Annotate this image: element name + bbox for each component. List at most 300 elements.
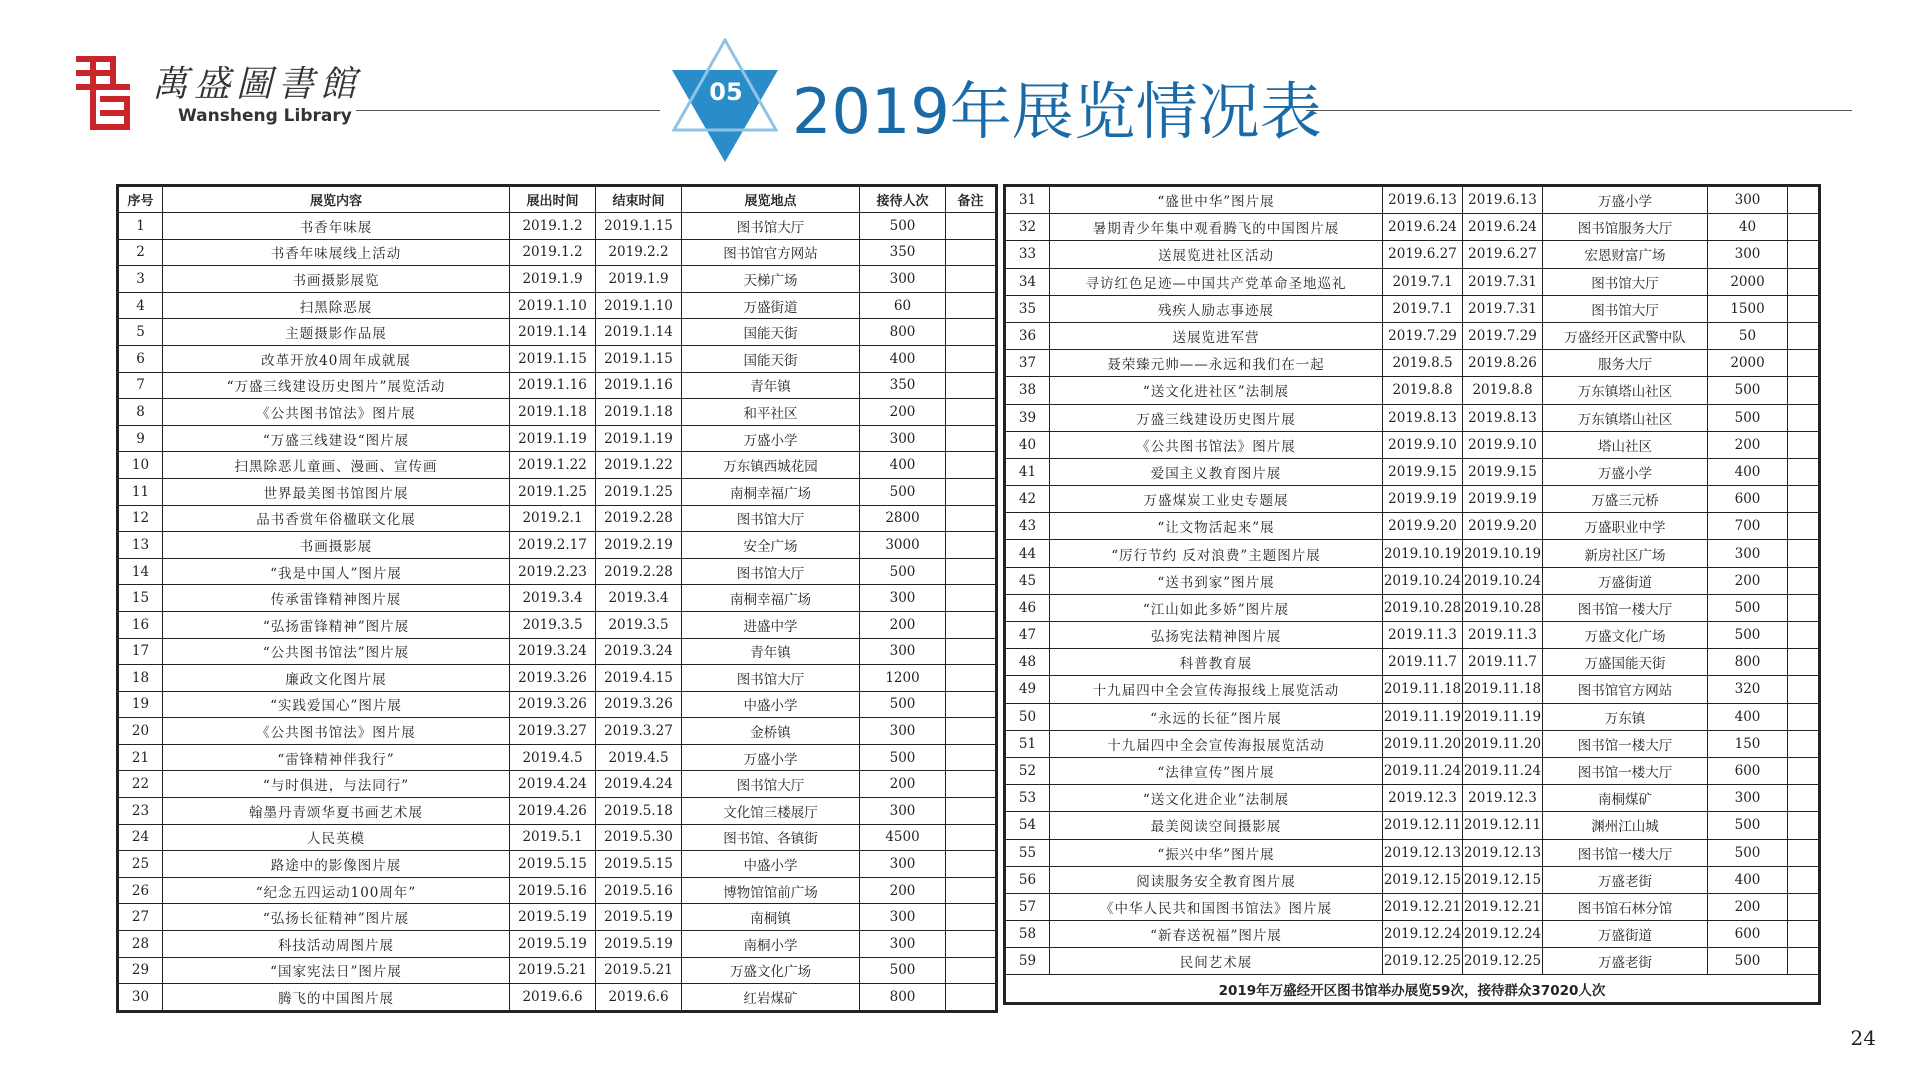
row-start-date: 2019.12.11 xyxy=(1383,812,1463,839)
row-visitors: 350 xyxy=(860,372,946,399)
summary-row xyxy=(1005,975,1820,1003)
row-end-date: 2019.5.19 xyxy=(596,931,682,958)
row-start-date: 2019.11.19 xyxy=(1383,703,1463,730)
row-visitors: 200 xyxy=(1708,431,1788,458)
row-location: 中盛小学 xyxy=(682,851,860,878)
row-end-date: 2019.3.24 xyxy=(596,638,682,665)
row-remarks xyxy=(1788,622,1820,649)
row-remarks xyxy=(946,931,997,958)
row-end-date: 2019.1.9 xyxy=(596,266,682,293)
row-index: 2 xyxy=(118,239,163,266)
row-remarks xyxy=(946,718,997,745)
row-end-date: 2019.6.27 xyxy=(1463,241,1543,268)
row-content: 改革开放40周年成就展 xyxy=(163,345,510,372)
row-remarks xyxy=(946,558,997,585)
table-row xyxy=(118,798,997,825)
row-index: 52 xyxy=(1005,757,1050,784)
exhibition-table-left xyxy=(116,184,998,1013)
row-location: 青年镇 xyxy=(682,372,860,399)
row-remarks xyxy=(1788,404,1820,431)
row-index: 1 xyxy=(118,213,163,240)
row-start-date: 2019.1.22 xyxy=(510,452,596,479)
row-location: 南桐小学 xyxy=(682,931,860,958)
row-visitors: 200 xyxy=(860,611,946,638)
row-location: 图书馆大厅 xyxy=(682,665,860,692)
row-location: 图书馆石林分馆 xyxy=(1543,893,1708,920)
row-location: 图书馆大厅 xyxy=(1543,268,1708,295)
row-content: “万盛三线建设历史图片”展览活动 xyxy=(163,372,510,399)
row-end-date: 2019.5.15 xyxy=(596,851,682,878)
header-location: 展览地点 xyxy=(682,186,860,213)
row-index: 47 xyxy=(1005,622,1050,649)
row-remarks xyxy=(1788,812,1820,839)
row-start-date: 2019.7.29 xyxy=(1383,322,1463,349)
row-start-date: 2019.3.26 xyxy=(510,665,596,692)
row-end-date: 2019.1.22 xyxy=(596,452,682,479)
row-remarks xyxy=(1788,186,1820,214)
row-end-date: 2019.9.19 xyxy=(1463,486,1543,513)
row-index: 57 xyxy=(1005,893,1050,920)
row-location: 图书馆一楼大厅 xyxy=(1543,594,1708,621)
row-index: 48 xyxy=(1005,649,1050,676)
row-remarks xyxy=(946,904,997,931)
row-end-date: 2019.5.19 xyxy=(596,904,682,931)
row-start-date: 2019.12.21 xyxy=(1383,893,1463,920)
row-end-date: 2019.2.19 xyxy=(596,532,682,559)
row-content: 民间艺术展 xyxy=(1050,948,1383,975)
row-start-date: 2019.2.17 xyxy=(510,532,596,559)
row-content: 寻访红色足迹—中国共产党革命圣地巡礼 xyxy=(1050,268,1383,295)
row-location: 万东镇西城花园 xyxy=(682,452,860,479)
row-remarks xyxy=(946,505,997,532)
table-row xyxy=(1005,241,1820,268)
table-row xyxy=(1005,214,1820,241)
row-remarks xyxy=(1788,649,1820,676)
row-visitors: 2800 xyxy=(860,505,946,532)
row-index: 6 xyxy=(118,345,163,372)
row-location: 国能天街 xyxy=(682,345,860,372)
row-end-date: 2019.3.27 xyxy=(596,718,682,745)
row-content: 送展览进社区活动 xyxy=(1050,241,1383,268)
row-visitors: 600 xyxy=(1708,757,1788,784)
row-remarks xyxy=(946,691,997,718)
row-location: 万东镇 xyxy=(1543,703,1708,730)
row-index: 5 xyxy=(118,319,163,346)
row-remarks xyxy=(946,292,997,319)
row-location: 万盛文化广场 xyxy=(682,957,860,984)
page-title: 2019年展览情况表 xyxy=(792,75,1322,148)
row-remarks xyxy=(946,425,997,452)
row-location: 图书馆官方网站 xyxy=(1543,676,1708,703)
row-index: 39 xyxy=(1005,404,1050,431)
row-visitors: 1500 xyxy=(1708,295,1788,322)
row-index: 42 xyxy=(1005,486,1050,513)
row-remarks xyxy=(946,798,997,825)
table-row xyxy=(118,851,997,878)
row-start-date: 2019.12.13 xyxy=(1383,839,1463,866)
row-end-date: 2019.6.13 xyxy=(1463,186,1543,214)
table-row xyxy=(118,239,997,266)
row-location: 进盛中学 xyxy=(682,611,860,638)
row-content: “纪念五四运动100周年” xyxy=(163,877,510,904)
row-location: 图书馆一楼大厅 xyxy=(1543,730,1708,757)
row-visitors: 300 xyxy=(860,851,946,878)
row-start-date: 2019.6.27 xyxy=(1383,241,1463,268)
row-content: 书画摄影展览 xyxy=(163,266,510,293)
row-remarks xyxy=(1788,893,1820,920)
row-visitors: 300 xyxy=(860,266,946,293)
library-name-en: Wansheng Library xyxy=(178,106,352,126)
row-end-date: 2019.12.24 xyxy=(1463,921,1543,948)
row-remarks xyxy=(946,399,997,426)
row-remarks xyxy=(946,744,997,771)
row-end-date: 2019.1.15 xyxy=(596,213,682,240)
row-location: 国能天街 xyxy=(682,319,860,346)
row-visitors: 300 xyxy=(860,931,946,958)
header-visitors: 接待人次 xyxy=(860,186,946,213)
row-index: 25 xyxy=(118,851,163,878)
row-content: “送文化进企业”法制展 xyxy=(1050,785,1383,812)
row-index: 4 xyxy=(118,292,163,319)
row-visitors: 500 xyxy=(1708,622,1788,649)
table-row xyxy=(118,345,997,372)
row-content: 主题摄影作品展 xyxy=(163,319,510,346)
row-remarks xyxy=(1788,377,1820,404)
table-row xyxy=(1005,676,1820,703)
row-end-date: 2019.4.15 xyxy=(596,665,682,692)
row-location: 图书馆官方网站 xyxy=(682,239,860,266)
row-content: “让文物活起来”展 xyxy=(1050,513,1383,540)
row-visitors: 600 xyxy=(1708,486,1788,513)
row-visitors: 300 xyxy=(1708,540,1788,567)
row-remarks xyxy=(1788,921,1820,948)
row-content: “与时俱进，与法同行” xyxy=(163,771,510,798)
row-content: “弘扬雷锋精神”图片展 xyxy=(163,611,510,638)
row-end-date: 2019.5.16 xyxy=(596,877,682,904)
row-content: 《中华人民共和国图书馆法》图片展 xyxy=(1050,893,1383,920)
row-start-date: 2019.1.10 xyxy=(510,292,596,319)
row-content: 爱国主义教育图片展 xyxy=(1050,458,1383,485)
row-location: 中盛小学 xyxy=(682,691,860,718)
table-row xyxy=(1005,649,1820,676)
row-location: 图书馆服务大厅 xyxy=(1543,214,1708,241)
header-rule-left xyxy=(356,110,660,111)
row-index: 27 xyxy=(118,904,163,931)
row-end-date: 2019.8.13 xyxy=(1463,404,1543,431)
row-location: 安全广场 xyxy=(682,532,860,559)
row-end-date: 2019.7.31 xyxy=(1463,268,1543,295)
table-row xyxy=(1005,812,1820,839)
row-end-date: 2019.12.25 xyxy=(1463,948,1543,975)
row-content: 廉政文化图片展 xyxy=(163,665,510,692)
row-start-date: 2019.1.16 xyxy=(510,372,596,399)
row-end-date: 2019.11.19 xyxy=(1463,703,1543,730)
table-row xyxy=(118,665,997,692)
row-content: “我是中国人”图片展 xyxy=(163,558,510,585)
row-visitors: 300 xyxy=(860,904,946,931)
table-row xyxy=(118,213,997,240)
row-content: “送文化进社区”法制展 xyxy=(1050,377,1383,404)
table-row xyxy=(1005,567,1820,594)
row-visitors: 400 xyxy=(860,452,946,479)
row-start-date: 2019.11.24 xyxy=(1383,757,1463,784)
row-start-date: 2019.4.24 xyxy=(510,771,596,798)
row-start-date: 2019.5.1 xyxy=(510,824,596,851)
row-remarks xyxy=(946,984,997,1012)
row-index: 19 xyxy=(118,691,163,718)
row-remarks xyxy=(1788,676,1820,703)
row-remarks xyxy=(1788,839,1820,866)
row-content: “厉行节约 反对浪费”主题图片展 xyxy=(1050,540,1383,567)
row-content: 人民英模 xyxy=(163,824,510,851)
row-remarks xyxy=(946,372,997,399)
row-location: 金桥镇 xyxy=(682,718,860,745)
row-remarks xyxy=(1788,295,1820,322)
row-location: 南桐镇 xyxy=(682,904,860,931)
row-end-date: 2019.10.24 xyxy=(1463,567,1543,594)
row-remarks xyxy=(1788,730,1820,757)
row-remarks xyxy=(946,851,997,878)
row-end-date: 2019.2.2 xyxy=(596,239,682,266)
row-visitors: 150 xyxy=(1708,730,1788,757)
row-location: 万盛文化广场 xyxy=(1543,622,1708,649)
row-content: 科普教育展 xyxy=(1050,649,1383,676)
library-logo-icon xyxy=(76,56,134,130)
row-end-date: 2019.1.25 xyxy=(596,478,682,505)
row-remarks xyxy=(946,266,997,293)
row-index: 3 xyxy=(118,266,163,293)
header-rule-right xyxy=(1306,110,1852,111)
row-start-date: 2019.9.20 xyxy=(1383,513,1463,540)
row-end-date: 2019.7.31 xyxy=(1463,295,1543,322)
row-end-date: 2019.8.8 xyxy=(1463,377,1543,404)
row-remarks xyxy=(946,213,997,240)
row-content: 最美阅读空间摄影展 xyxy=(1050,812,1383,839)
row-remarks xyxy=(1788,486,1820,513)
row-end-date: 2019.11.7 xyxy=(1463,649,1543,676)
row-start-date: 2019.2.1 xyxy=(510,505,596,532)
row-remarks xyxy=(946,585,997,612)
table-row xyxy=(118,399,997,426)
row-content: 《公共图书馆法》图片展 xyxy=(1050,431,1383,458)
row-index: 13 xyxy=(118,532,163,559)
row-index: 16 xyxy=(118,611,163,638)
row-content: 万盛三线建设历史图片展 xyxy=(1050,404,1383,431)
row-content: 送展览进军营 xyxy=(1050,322,1383,349)
row-visitors: 500 xyxy=(1708,839,1788,866)
row-index: 8 xyxy=(118,399,163,426)
library-name-cn: 萬盛圖書館 xyxy=(152,64,363,105)
row-visitors: 500 xyxy=(860,213,946,240)
row-index: 34 xyxy=(1005,268,1050,295)
row-index: 37 xyxy=(1005,350,1050,377)
row-index: 44 xyxy=(1005,540,1050,567)
row-end-date: 2019.3.4 xyxy=(596,585,682,612)
row-location: 万盛老街 xyxy=(1543,948,1708,975)
table-row xyxy=(118,931,997,958)
row-location: 图书馆大厅 xyxy=(682,558,860,585)
row-start-date: 2019.6.6 xyxy=(510,984,596,1012)
row-index: 24 xyxy=(118,824,163,851)
row-start-date: 2019.3.27 xyxy=(510,718,596,745)
table-row xyxy=(118,452,997,479)
row-start-date: 2019.1.9 xyxy=(510,266,596,293)
row-content: 《公共图书馆法》图片展 xyxy=(163,399,510,426)
row-index: 11 xyxy=(118,478,163,505)
row-start-date: 2019.3.5 xyxy=(510,611,596,638)
row-start-date: 2019.4.5 xyxy=(510,744,596,771)
row-end-date: 2019.7.29 xyxy=(1463,322,1543,349)
row-visitors: 200 xyxy=(860,877,946,904)
row-start-date: 2019.10.19 xyxy=(1383,540,1463,567)
table-row xyxy=(118,691,997,718)
row-index: 29 xyxy=(118,957,163,984)
table-row xyxy=(1005,785,1820,812)
row-location: 红岩煤矿 xyxy=(682,984,860,1012)
row-location: 南桐幸福广场 xyxy=(682,585,860,612)
row-location: 南桐幸福广场 xyxy=(682,478,860,505)
table-row xyxy=(1005,404,1820,431)
table-row xyxy=(118,425,997,452)
row-start-date: 2019.10.24 xyxy=(1383,567,1463,594)
row-content: 万盛煤炭工业史专题展 xyxy=(1050,486,1383,513)
row-visitors: 700 xyxy=(1708,513,1788,540)
row-location: 天梯广场 xyxy=(682,266,860,293)
row-remarks xyxy=(1788,241,1820,268)
row-visitors: 300 xyxy=(860,585,946,612)
row-index: 38 xyxy=(1005,377,1050,404)
row-start-date: 2019.9.10 xyxy=(1383,431,1463,458)
table-row xyxy=(1005,268,1820,295)
row-end-date: 2019.8.26 xyxy=(1463,350,1543,377)
row-end-date: 2019.10.19 xyxy=(1463,540,1543,567)
row-end-date: 2019.9.15 xyxy=(1463,458,1543,485)
row-end-date: 2019.6.6 xyxy=(596,984,682,1012)
row-remarks xyxy=(946,665,997,692)
row-visitors: 300 xyxy=(860,718,946,745)
table-row xyxy=(1005,377,1820,404)
table-row xyxy=(1005,431,1820,458)
header-index: 序号 xyxy=(118,186,163,213)
row-location: 万盛街道 xyxy=(1543,921,1708,948)
row-location: 新房社区广场 xyxy=(1543,540,1708,567)
row-remarks xyxy=(946,478,997,505)
row-location: 万盛小学 xyxy=(682,425,860,452)
row-visitors: 300 xyxy=(1708,241,1788,268)
row-visitors: 600 xyxy=(1708,921,1788,948)
row-remarks xyxy=(1788,513,1820,540)
row-visitors: 800 xyxy=(860,319,946,346)
row-index: 40 xyxy=(1005,431,1050,458)
row-content: “法律宣传”图片展 xyxy=(1050,757,1383,784)
row-location: 图书馆一楼大厅 xyxy=(1543,839,1708,866)
row-index: 10 xyxy=(118,452,163,479)
row-content: 书画摄影展 xyxy=(163,532,510,559)
row-location: 图书馆、各镇街 xyxy=(682,824,860,851)
row-content: “江山如此多娇”图片展 xyxy=(1050,594,1383,621)
row-start-date: 2019.6.13 xyxy=(1383,186,1463,214)
row-index: 17 xyxy=(118,638,163,665)
row-index: 7 xyxy=(118,372,163,399)
row-content: 暑期青少年集中观看腾飞的中国图片展 xyxy=(1050,214,1383,241)
row-visitors: 60 xyxy=(860,292,946,319)
row-remarks xyxy=(1788,785,1820,812)
table-row xyxy=(1005,513,1820,540)
row-visitors: 400 xyxy=(1708,458,1788,485)
row-start-date: 2019.10.28 xyxy=(1383,594,1463,621)
row-content: 《公共图书馆法》图片展 xyxy=(163,718,510,745)
row-content: 扫黑除恶儿童画、漫画、宣传画 xyxy=(163,452,510,479)
row-index: 23 xyxy=(118,798,163,825)
row-start-date: 2019.12.15 xyxy=(1383,866,1463,893)
row-location: 万盛街道 xyxy=(682,292,860,319)
row-location: 南桐煤矿 xyxy=(1543,785,1708,812)
row-remarks xyxy=(946,877,997,904)
table-row xyxy=(1005,703,1820,730)
row-location: 万盛三元桥 xyxy=(1543,486,1708,513)
row-content: 残疾人励志事迹展 xyxy=(1050,295,1383,322)
row-location: 图书馆大厅 xyxy=(682,771,860,798)
row-visitors: 50 xyxy=(1708,322,1788,349)
row-content: “送书到家”图片展 xyxy=(1050,567,1383,594)
row-end-date: 2019.4.24 xyxy=(596,771,682,798)
row-index: 56 xyxy=(1005,866,1050,893)
row-start-date: 2019.8.8 xyxy=(1383,377,1463,404)
row-content: 十九届四中全会宣传海报线上展览活动 xyxy=(1050,676,1383,703)
table-row xyxy=(118,957,997,984)
row-index: 14 xyxy=(118,558,163,585)
row-index: 18 xyxy=(118,665,163,692)
table-row xyxy=(118,558,997,585)
row-start-date: 2019.1.2 xyxy=(510,213,596,240)
row-start-date: 2019.1.14 xyxy=(510,319,596,346)
table-row xyxy=(118,984,997,1012)
row-remarks xyxy=(1788,322,1820,349)
row-visitors: 300 xyxy=(860,798,946,825)
row-start-date: 2019.2.23 xyxy=(510,558,596,585)
row-start-date: 2019.5.16 xyxy=(510,877,596,904)
summary-text: 2019年万盛经开区图书馆举办展览59次，接待群众37020人次 xyxy=(1005,975,1820,1003)
row-visitors: 3000 xyxy=(860,532,946,559)
row-content: “实践爱国心”图片展 xyxy=(163,691,510,718)
row-remarks xyxy=(946,345,997,372)
row-end-date: 2019.9.20 xyxy=(1463,513,1543,540)
row-remarks xyxy=(1788,458,1820,485)
row-start-date: 2019.6.24 xyxy=(1383,214,1463,241)
row-visitors: 40 xyxy=(1708,214,1788,241)
header-start-date: 展出时间 xyxy=(510,186,596,213)
table-row xyxy=(118,292,997,319)
table-row xyxy=(118,877,997,904)
row-remarks xyxy=(1788,350,1820,377)
row-end-date: 2019.1.18 xyxy=(596,399,682,426)
row-visitors: 500 xyxy=(860,957,946,984)
row-end-date: 2019.6.24 xyxy=(1463,214,1543,241)
row-remarks xyxy=(946,611,997,638)
row-start-date: 2019.1.18 xyxy=(510,399,596,426)
row-end-date: 2019.1.19 xyxy=(596,425,682,452)
table-row xyxy=(118,824,997,851)
table-row xyxy=(1005,866,1820,893)
row-start-date: 2019.3.26 xyxy=(510,691,596,718)
row-content: “公共图书馆法”图片展 xyxy=(163,638,510,665)
row-content: 书香年味展线上活动 xyxy=(163,239,510,266)
row-index: 51 xyxy=(1005,730,1050,757)
page-number: 24 xyxy=(1850,1026,1876,1050)
row-content: 书香年味展 xyxy=(163,213,510,240)
row-end-date: 2019.10.28 xyxy=(1463,594,1543,621)
row-remarks xyxy=(946,957,997,984)
